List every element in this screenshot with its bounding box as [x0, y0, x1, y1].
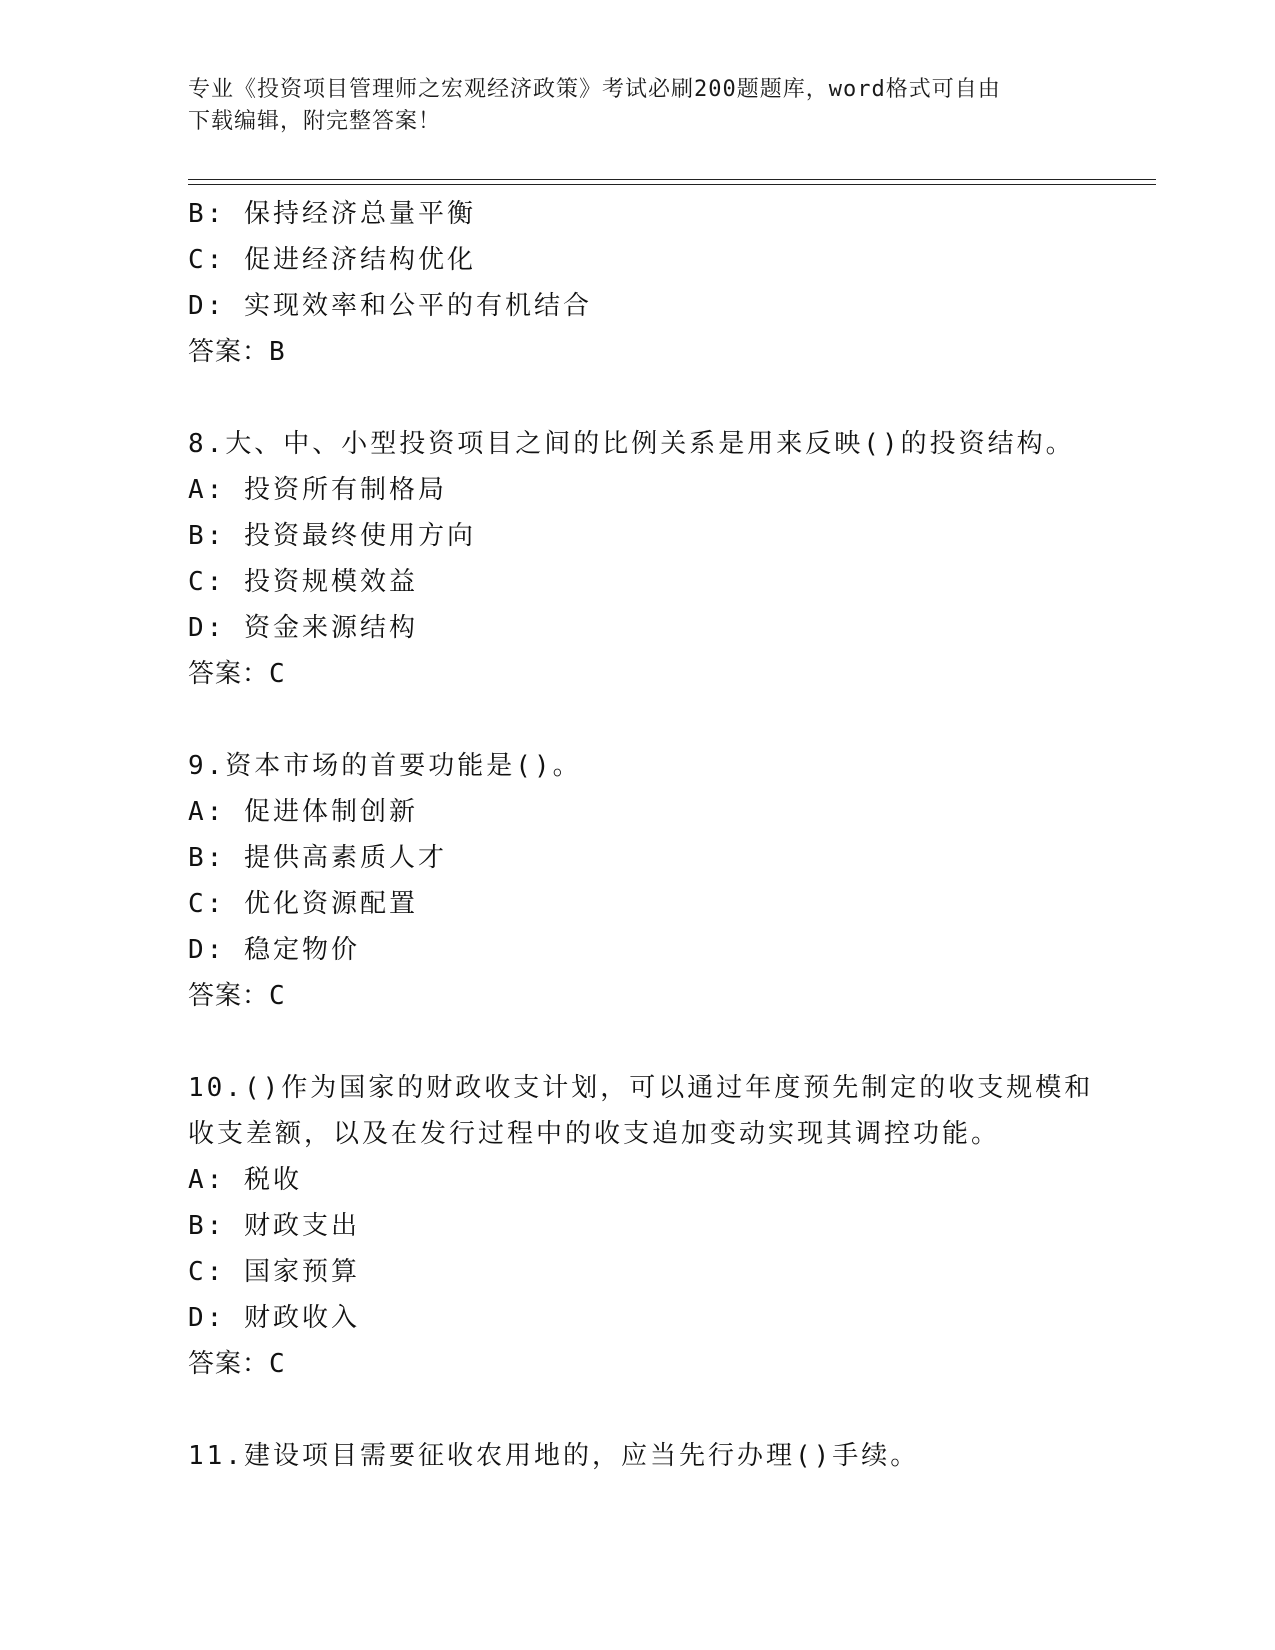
option-d: D: 财政收入: [188, 1303, 360, 1333]
spacer: [188, 375, 1148, 421]
option-a: A: 税收: [188, 1165, 302, 1195]
answer-value: C: [269, 981, 286, 1011]
header-line-1: 专业《投资项目管理师之宏观经济政策》考试必刷200题题库，word格式可自由: [188, 77, 1001, 102]
header-divider-top: [188, 179, 1156, 180]
option-c: C: 促进经济结构优化: [188, 245, 476, 275]
question-stem-line-2: 收支差额，以及在发行过程中的收支追加变动实现其调控功能。: [188, 1119, 1001, 1149]
answer-line: [188, 329, 1148, 375]
header-divider-bottom: [188, 184, 1156, 185]
answer-line: [188, 973, 1148, 1019]
option-c: C: 国家预算: [188, 1257, 360, 1287]
spacer: [188, 1387, 1148, 1433]
answer-line: [188, 651, 1148, 697]
header-line-2: 下载编辑，附完整答案！: [188, 109, 442, 134]
option-b: B: 提供高素质人才: [188, 843, 447, 873]
question-7: [188, 191, 1148, 375]
option-d: D: 资金来源结构: [188, 613, 418, 643]
answer-label: 答案：: [188, 1349, 270, 1379]
question-stem: 9.资本市场的首要功能是()。: [188, 751, 582, 781]
option-c: C: 投资规模效益: [188, 567, 418, 597]
question-11: [188, 1433, 1148, 1479]
answer-label: 答案：: [188, 337, 270, 367]
answer-value: C: [269, 1349, 286, 1379]
question-list: [188, 191, 1148, 1479]
question-10: [188, 1065, 1148, 1387]
answer-line: [188, 1341, 1148, 1387]
question-8: [188, 421, 1148, 697]
option-a: A: 促进体制创新: [188, 797, 418, 827]
answer-value: C: [269, 659, 286, 689]
question-stem: 8.大、中、小型投资项目之间的比例关系是用来反映()的投资结构。: [188, 429, 1075, 459]
document-header: [188, 74, 1088, 138]
option-a: A: 投资所有制格局: [188, 475, 447, 505]
spacer: [188, 1019, 1148, 1065]
question-stem-line-1: 10.()作为国家的财政收支计划，可以通过年度预先制定的收支规模和: [188, 1073, 1094, 1103]
option-d: D: 实现效率和公平的有机结合: [188, 291, 592, 321]
option-b: B: 保持经济总量平衡: [188, 199, 476, 229]
answer-value: B: [269, 337, 286, 367]
option-c: C: 优化资源配置: [188, 889, 418, 919]
option-d: D: 稳定物价: [188, 935, 360, 965]
question-stem: 11.建设项目需要征收农用地的，应当先行办理()手续。: [188, 1441, 920, 1471]
answer-label: 答案：: [188, 659, 270, 689]
option-b: B: 财政支出: [188, 1211, 360, 1241]
option-b: B: 投资最终使用方向: [188, 521, 476, 551]
question-9: [188, 743, 1148, 1019]
spacer: [188, 697, 1148, 743]
answer-label: 答案：: [188, 981, 270, 1011]
